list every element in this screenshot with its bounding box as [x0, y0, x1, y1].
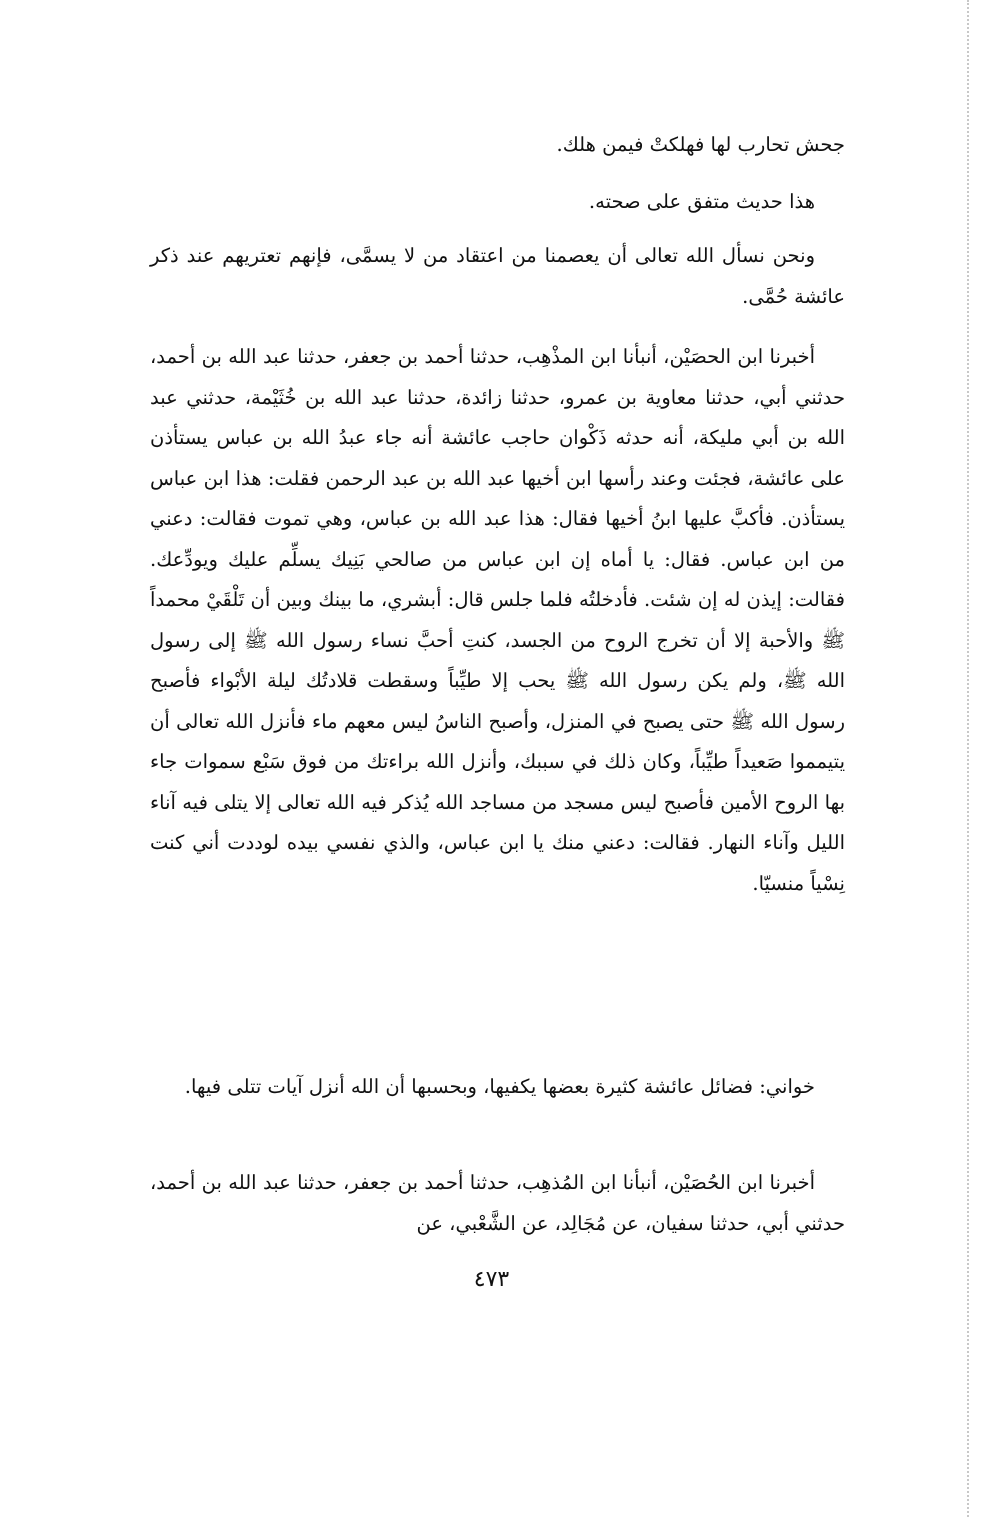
paragraph-5: خواني: فضائل عائشة كثيرة بعضها يكفيها، وبحسبها أن الله أنزل آيات تتلى فيها. [184, 1075, 815, 1098]
paragraph-1: جحش تحارب لها فهلكتْ فيمن هلك. [556, 133, 845, 156]
paragraph-6: أخبرنا ابن الحُصَيْن، أنبأنا ابن المُذهِب، حدثنا أحمد بن جعفر، حدثنا عبد الله بن أحمد، حدثني أبي، حدثنا سفيان، عن مُجَالِد، عن الشَّعْبي، عن [150, 1171, 845, 1235]
paragraph-3: ونحن نسأل الله تعالى أن يعصمنا من اعتقاد من لا يسمَّى، فإنهم تعتريهم عند ذكر عائشة حُمَّى. [150, 244, 845, 308]
paragraph-2: هذا حديث متفق على صحته. [588, 190, 815, 213]
page-number: ٤٧٣ [473, 1267, 510, 1292]
paragraph-4: أخبرنا ابن الحصَيْن، أنبأنا ابن المذْهِب، حدثنا أحمد بن جعفر، حدثنا عبد الله بن أحمد، حدثني أبي، حدثنا معاوية بن عمرو، حدثنا زائدة، حدثنا عبد الله بن خُثَيْمة، حدثني عبد الله بن أبي مليكة، أنه حدثه ذَكْوان حاجب عائشة أنه جاء عبدُ الله بن عباس يستأذن على عائشة، فجئت وعند رأسها ابن أخيها عبد الله بن عبد الرحمن فقلت: هذا ابن عباس يستأذن. فأكبَّ عليها ابنُ أخيها فقال: هذا عبد الله بن عباس، وهي تموت فقالت: دعني من ابن عباس. فقال: يا أماه إن ابن عباس من صالحي بَنِيك يسلِّم عليك ويودِّعك. فقالت: إيذن له إن شئت. فأدخلتُه فلما جلس قال: أبشري، ما بينك وبين أن تَلْقَيْ محمداً ﷺ والأحبة إلا أن تخرج الروح من الجسد، كنتِ أحبَّ نساء رسول الله ﷺ إلى رسول الله ﷺ، ولم يكن رسول الله ﷺ يحب إلا طيِّباً وسقطت قلادتُك ليلة الأبْواء فأصبح رسول الله ﷺ حتى يصبح في المنزل، وأصبح الناسُ ليس معهم ماء فأنزل الله تعالى أن يتيمموا صَعيداً طيِّباً، وكان ذلك في سببك، وأنزل الله براءتك من فوق سَبْع سموات جاء بها الروح الأمين فأصبح ليس مسجد من مساجد الله يُذكر فيه الله تعالى إلا يتلى فيه آناء الليل وآناء النهار. فقالت: دعني منك يا ابن عباس، والذي نفسي بيده لوددت أني كنت نِسْياً منسيّا. [150, 345, 845, 895]
